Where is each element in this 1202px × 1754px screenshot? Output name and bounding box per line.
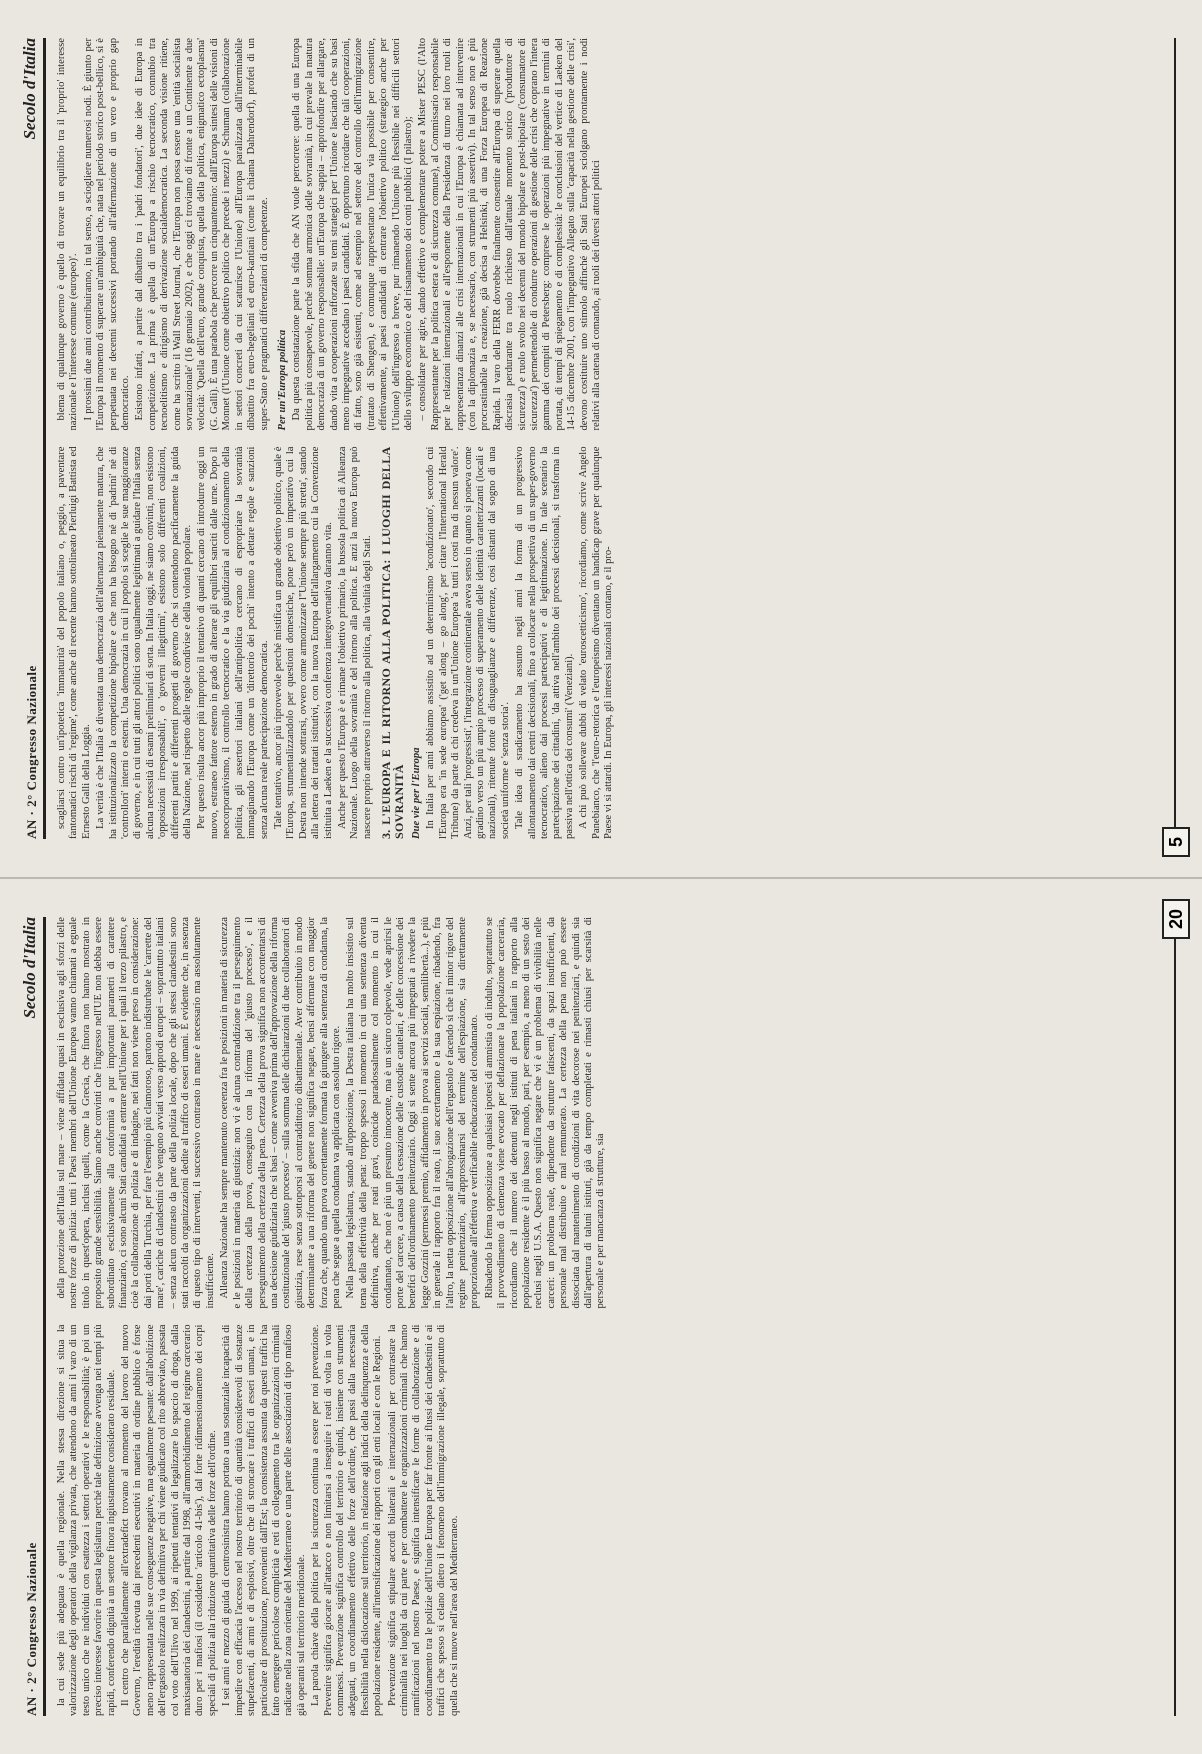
paragraph: Esistono infatti, a partire dal dibattito tra i 'padri fondatori', due idee di Europa in competizione. La prima è quella di un'Europa a rischio tecnocratico, connubio tra tecnoelitismo e dirigismo di derivazione socialdemocratica. La seconda visione ritiene, come ha scritto il Wall Street Journal, che l'Europa non possa essere una 'entità socialista sovranazionale' (16 gennaio 2002), e che oggi ci troviamo di fronte a un Continente a due velocità: 'Quella dell'euro, grande conquista, quella della politica, enigmatico ectoplasma' (G. Galli). È una parabola che percorre un cinquantennio: dall'Europa sintesi delle visioni di Monnet (l'Unione come obiettivo politico che precede i mezzi) e Schuman (collaborazione in settori concreti da cui scaturisce l'Unione) all'Europa paralizzata dall'interminabile dibattito fra euro-hegeliani ed euro-kantiani (come li chiama Dahrendorf), profeti di un super-Stato e pragmatici differenziatori di competenze. [134, 38, 270, 431]
header-section: AN · 2° Congresso Nazionale [24, 1542, 39, 1716]
text-columns [56, 38, 1141, 839]
text-column [56, 38, 1141, 431]
paragraph: Ribadendo la ferma opposizione a qualsiasi ipotesi di amnistia o di indulto, soprattutto se il provvedimento di clemenza viene evocato per deflazionare la popolazione carceraria, ricordiamo che il numero dei detenuti negli istituti di pena italiani in rapporto alla popolazione residente è il più basso al mondo, pari, per esempio, a meno di un sesto dei reclusi negli U.S.A. Questo non significa negare che vi è un problema di vivibilità nelle carceri: un problema reale, dipendente da strutture fatiscenti, da spazi insufficienti, da personale mal distribuito e mal remunerato. La certezza della pena non può essere dissociata dal mantenimento di condizioni di vita decorose nei penitenziari, e quindi sia dall'apertura di taluni istituti, già da tempo completati e rimasti chiusi per scarsità di personale e per mancanza di strutture, sia [483, 917, 607, 1309]
paragraph: A chi può sollevare dubbi di velato 'euroscetticismo', ricordiamo, come scrive Angelo Panebianco, che 'l'euro-retorica e l'europeismo diventano un handicap grave per qualunque Paese vi si attardi. In Europa, gli interessi nazionali contano, e il pro- [578, 446, 615, 839]
header-section: AN · 2° Congresso Nazionale [24, 665, 39, 839]
left-page [0, 877, 1202, 1754]
paragraph: Da questa constatazione parte la sfida che AN vuole percorrere: quella di una Europa politica più consapevole, perché somma armonica delle sovranità, in cui prevale la matura democrazia di un governo responsabile: un'Europa che sappia – approfondire per allargare, dando vita a cooperazioni rafforzate su temi strategici per l'Unione e lasciando che su basi meno impegnative accedano i paesi candidati. È opportuno ricordare che tali cooperazioni, di fatto, sono già esistenti, come ad esempio nel settore del controllo dell'immigrazione (trattato di Shengen), e comunque rappresentano l'unica via possibile per consentire, effettivamente, ai paesi candidati di centrare l'obiettivo politico (strategico anche per l'Unione) dell'ingresso a breve, pur rimanendo l'Unione più flessibile nei difficili settori dello sviluppo economico e del risanamento dei conti pubblici (I pilastro); [291, 38, 414, 431]
section-heading: 3. L'EUROPA E IL RITORNO ALLA POLITICA: I LUOGHI DELLA SOVRANITÀ [379, 446, 406, 839]
header-brand: Secolo d'Italia [20, 917, 39, 1019]
paragraph: Tale tentativo, ancor più riprovevole perché mistifica un grande obiettivo politico, quale è l'Europa, strumentalizzandolo per questioni domestiche, pone però un imperativo cui la Destra non intende sottrarsi, ovvero come armonizzare l''Unione sempre più stretta', stando alla lettera dei trattati istitutivi, con la nuova Europa dell'allargamento cui la Convenzione istituita a Laeken e la successiva conferenza intergovernativa daranno vita. [272, 446, 334, 839]
paragraph: della protezione dell'Italia sul mare – viene affidata quasi in esclusiva agli sforzi delle nostre forze di polizia: tutti i Paesi membri dell'Unione Europea vanno chiamati a eguale titolo in quest'opera, inclusi quelli, come la Grecia, che finora non hanno mostrato in proposito grande sensibilità. Siamo anche convinti che l'ingresso nell'UE non debba essere subordinato esclusivamente alla conformità a pur importanti parametri di carattere finanziario, ci sono alcuni Stati candidati a entrare nell'Unione per i quali il terzo pilastro, e cioè la collaborazione di polizia e di indagine, nei fatti non viene preso in considerazione: dai porti della Turchia, per fare l'esempio più clamoroso, partono indisturbate le 'carrette del mare', cariche di clandestini che vengono avviati verso approdi europei – soprattutto italiani – senza alcun contrasto da parte della polizia locale, dopo che gli stessi clandestini sono stati raccolti da organizzazioni dedite al traffico di esseri umani. È evidente che, in assenza di questo tipo di interventi, il successivo contrasto in mare è necessario ma assolutamente insufficiente. [56, 917, 216, 1309]
subheading: Due vie per l'Europa [410, 747, 422, 839]
running-header [14, 38, 46, 839]
paragraph: Nella passata legislatura, stando all'opposizione, la Destra italiana ha molto insistito sul tema della effettività della pena: troppo spesso il momento in cui una sentenza diventa definitiva, anche per reati gravi, coincide paradossalmente col momento in cui il condannato, che non è più un presunto innocente, ma è un sicuro colpevole, vede aprirsi le porte del carcere, a causa della cessazione delle custodie cautelari, e delle concessione dei benefici dell'ordinamento penitenziario. Oggi si sente ancora più impegnati a rivedere la legge Gozzini (permessi premio, affidamento in prova ai servizi sociali, semilibertà...), e più in generale il rapporto fra il reato, il suo accertamento e la sua espiazione, ribadendo, fra l'altro, la netta opposizione all'abrogazione dell'ergastolo e facendo sì che il minor rigore del regime penitenziario, all'approssimarsi del termine dell'espiazione, sia direttamente proporzionale all'effettiva e verificabile rieducazione del condannato. [345, 917, 481, 1309]
paragraph: la cui sede più adeguata è quella regionale. Nella stessa direzione si situa la valorizzazione degli operatori della vigilanza privata, che attendono da anni il varo di un testo unico che ne individui con esattezza i settori operativi e le responsabilità; è poi un preciso interesse favorire in questa legislatura perché tale definizione avvenga nei tempi più rapidi, conferendo dignità a un settore finora ingiustamente considerato residuale. [56, 1324, 117, 1716]
text-column [56, 1325, 1141, 1717]
paragraph: Anche per questo l'Europa è e rimane l'obiettivo primario, la bussola politica di Alleanza Nazionale. Luogo della sovranità e del ritorno alla politica. E anzi la nuova Europa può nascere proprio attraverso il ritorno alla politica, alla vitalità degli Stati. [336, 446, 373, 839]
paragraph: La verità è che l'Italia è diventata una democrazia dell'alternanza pienamente matura, che ha istituzionalizzato la competizione bipolare e che non ha bisogno né di 'padrini' né di 'controllori' interni o esterni. Una democrazia in cui il popolo si sceglie le sue maggioranze di governo, e in cui tutti gli attori politici sono ugualmente legittimati a guidare l'Italia senza alcuna necessità di esami preliminari di sorta. In Italia oggi, ne siamo convinti, non esistono 'opposizioni irresponsabili', o 'governi illegittimi', esistono solo differenti coalizioni, differenti partiti e differenti progetti di governo che si contendono pacificamente la guida della Nazione, nel rispetto delle regole condivise e della volontà popolare. [95, 446, 194, 839]
running-header [14, 917, 46, 1716]
text-columns [56, 917, 1141, 1716]
paragraph: Il centro che parallelamente all'extradefict trovano al momento del lavoro del nuovo Governo, l'eredità ricevuta dai precedenti esecutivi in materia di ordine pubblico è forse meno rappresentata nelle sue conseguenze negative, ma egualmente pesante: dall'abolizione dell'ergastolo realizzata in via definitiva per chi viene giudicato col rito abbreviato, passata col voto dell'Ulivo nel 1999, ai ripetuti tentativi di legalizzare lo spaccio di droga, dalla maxisanatoria dei clandestini, a partire dal 1998, all'ammorbidimento del regime carcerario duro per i mafiosi (il cosiddetto 'articolo 41-bis'), dal forte ridimensionamento dei corpi speciali di polizia alla riduzione quantitativa delle forze dell'ordine. [120, 1324, 218, 1716]
subheading: Per un'Europa politica [276, 329, 288, 431]
page-number: 5 [1162, 827, 1190, 857]
text-column [56, 917, 1141, 1309]
text-column [56, 447, 1141, 840]
paragraph: Alleanza Nazionale ha sempre mantenuto coerenza fra le posizioni in materia di sicurezza e le posizioni in materia di giustizia: non vi è alcuna contraddizione tra il perseguimento della certezza della prova, conseguito con la riforma del 'giusto processo', e il perseguimento della certezza della pena. Certezza della prova significa non accontentarsi di una decisione giudiziaria che si basi – come avveniva prima dell'approvazione della riforma costituzionale del 'giusto processo' – sulla somma delle dichiarazioni di due collaboratori di giustizia, rese senza sottoporsi al contraddittorio dibattimentale. Aver contribuito in modo determinante a una riforma del genere non significa negare, bensì affermare con maggior forza che, quando una prova correttamente formata fa giungere alla sentenza di condanna, la pena che segue a quella condanna va applicata con assoluto rigore. [219, 917, 342, 1309]
paragraph: – consolidare per agire, dando effettivo e complementare potere a Mister PESC (l'Alto Rappresentante per la politica estera e di sicurezza comune), al Commissario responsabile per le relazioni internazionali e all'esponente della Presidenza di turno nei loro ruoli di rappresentanza dinanzi alle crisi internazionali in cui l'Europa è chiamata ad intervenire (con la diplomazia e, se necessario, con strumenti più assertivi). In tal senso non è più procrastinabile la creazione, già decisa a Helsinki, di una Forza Europea di Reazione Rapida. Il varo della FERR dovrebbe finalmente consentire all'Europa di superare quella discrasia perdurante tra ruolo richiesto dall'attuale momento storico ('produttore di sicurezza') e ruolo svolto nei decenni del mondo bipolare e post-bipolare ('consumatore di sicurezza') permettendole di condurre operazioni di gestione delle crisi che coprano l'intera gamma dei compiti di Petersberg: comprese le operazioni più impegnative in termini di portata, di tempi di spiegamento e di complessità: le conclusioni del vertice di Laeken del 14-15 dicembre 2001, con l'impegnativo Allegato sulla 'capacità nella gestione delle crisi', devono costituire uno stimolo affinché gli Stati Europei sciolgano prontamente i nodi relativi alla catena di comando, ai ruoli dei diversi attori politici [417, 38, 603, 431]
header-brand: Secolo d'Italia [20, 38, 39, 140]
paragraph: blema di qualunque governo è quello di trovare un equilibrio tra il 'proprio' interesse nazionale e l'interesse comune (europeo)'. [56, 38, 80, 431]
paragraph: Prevenzione significa stipulare accordi bilaterali e internazionali per contrastare la criminalità nei luoghi da cui parte e per combattere le organizzazioni criminali che hanno ramificazioni nel nostro Paese, e significa intensificare le forme di collaborazione e di coordinamento tra le polizie dell'Unione Europea per far fronte ai flussi dei clandestini e ai traffici che spesso si celano dietro il fenomeno dell'immigrazione illegale, soprattutto di quella che si muove nell'area del Mediterraneo. [386, 1324, 460, 1716]
paragraph: scagliarsi contro un'ipotetica 'immaturità' del popolo italiano o, peggio, a paventare fantomatici rischi di 'regime', come anche di recente hanno sottolineato Pierluigi Battista ed Ernesto Galli della Loggia. [56, 446, 92, 839]
paragraph: Per questo risulta ancor più improprio il tentativo di quanti cercano di introdurre oggi un nuovo, estraneo fattore esterno in grado di alterare gli equilibri sanciti dalle urne. Dopo il neocorporativismo, il controllo tecnocratico e la via giudiziaria al condizionamento della politica, gli assertori italiani dell'antipolitica cercano di espropriare la sovranità immaginando l'Europa come un 'direttorio dei pochi' intento a dettare regole e sanzioni senza alcuna reale partecipazione democratica. [196, 446, 270, 839]
page-number: 20 [1162, 899, 1190, 939]
bottom-rule [1174, 38, 1176, 839]
paragraph: La parola chiave della politica per la sicurezza continua a essere per noi prevenzione. Prevenire significa giocare all'attacco e non limitarsi a inseguire i reati di volta in volta commessi. Prevenzione significa controllo del territorio e quindi, insieme con strumenti adeguati, un coordinamento effettivo delle forze dell'ordine, che passi dalla necessaria flessibilità nella dislocazione sul territorio, in relazione agli indici della delinquenza e della popolazione residente, all'intensificazione dei rapporti con gli enti locali e con le Regioni. [310, 1324, 384, 1716]
paragraph: I sei anni e mezzo di guida di centrosinistra hanno portato a una sostanziale incapacità di impedire con efficacia l'accesso nel nostro territorio di quantità considerevoli di sostanze stupefacenti, di armi e di esplosivi, oltre che di stroncare i traffici di esseri umani, e in particolare di prostituzione, provenienti dall'Est; la consistenza assunta da questi traffici ha fatto emergere pericolose complicità e reti di collegamento tra le organizzazioni criminali radicate nella zona orientale del Mediterraneo e una parte delle associazioni di tipo mafioso già operanti sul territorio meridionale. [221, 1324, 307, 1716]
paragraph: Tale idea di sradicamento ha assunto negli anni la forma di un progressivo allontanamento dai centri decisionali, fino a collocare nella prospettiva di un super-governo tecnocratico, alieno dai processi partecipativi e di legittimazione. In tale scenario la partecipazione dei cittadini, 'da attiva nell'ambito dei processi decisionali, si trasforma in passiva nell'ottica dei consumi' (Veneziani). [514, 446, 575, 839]
bottom-rule [1174, 917, 1176, 1716]
paragraph: I prossimi due anni contribuiranno, in tal senso, a sciogliere numerosi nodi. È giunto per l'Europa il momento di superare un'ambiguità che, nata nel periodo storico post-bellico, si è perpetuata nei decenni successivi portando all'affermazione di un vero e proprio gap democratico. [82, 38, 132, 431]
paragraph: In Italia per anni abbiamo assistito ad un determinismo 'acondizionato', secondo cui l'Europa era 'in sede europea' ('get along – go along', per citare l'International Herald Tribune) da parte di chi credeva in un'Unione Europea 'a tutti i costi ma di nessun valore'. Anzi, per tali 'progressisti', l'integrazione continentale aveva senso in quanto si poneva come gradino verso un più ampio processo di superamento delle identità caratterizzanti (locali e nazionali), ritenute fonte di disuguaglianze e differenze, così distanti dal sogno di una società uniforme e 'senza storia'. [425, 446, 511, 839]
